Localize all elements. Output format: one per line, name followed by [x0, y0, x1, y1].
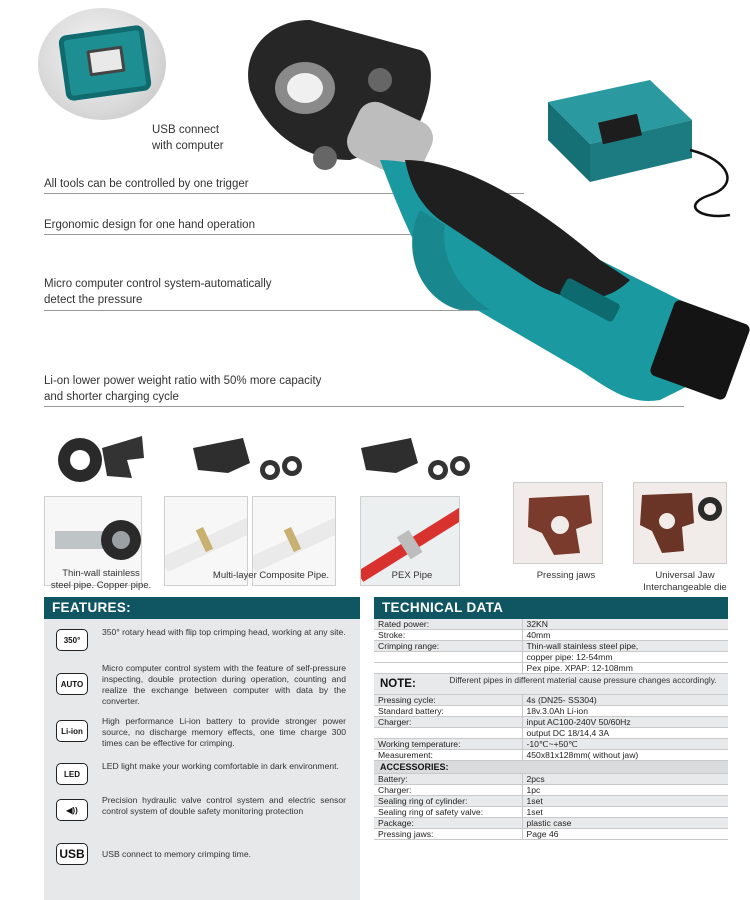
note-text: Different pipes in different material cause pressure changes accordingly.: [449, 675, 717, 686]
feature-text: 350° rotary head with flip top crimping head, working at any site.: [102, 627, 346, 637]
table-row: Crimping range: Thin-wall stainless steel pipe,: [374, 641, 728, 652]
universal-jaw-image: [633, 482, 727, 564]
usb-callout: USB connect with computer: [152, 124, 224, 152]
pressing-jaws-image: [513, 482, 603, 564]
table-row: Pressing cycle: 4s (DN25- SS304): [374, 695, 728, 706]
features-panel: [44, 597, 360, 900]
multilayer-caption: Multi-layer Composite Pipe.: [212, 570, 330, 581]
pipe-types-row: [0, 420, 750, 593]
auto-icon: AUTO: [56, 673, 88, 695]
table-row: Charger: input AC100-240V 50/60Hz: [374, 717, 728, 728]
features-title: FEATURES:: [44, 597, 360, 619]
crimping-tool-image: [230, 10, 750, 420]
accessories-title: ACCESSORIES:: [374, 761, 728, 774]
usb-icon: USB: [56, 843, 88, 865]
spec-table-accessories: [374, 774, 728, 840]
table-row: Pex pipe. XPAP: 12-108mm: [374, 663, 728, 674]
table-row: Rated power: 32KN: [374, 619, 728, 630]
pex-caption: PEX Pipe: [391, 570, 433, 581]
product-hero: [0, 0, 750, 420]
trigger-callout: All tools can be controlled by one trigger: [44, 178, 249, 190]
feature-text: Micro computer control system with the feature of self-pressure inspecting, double protection during operation, counting and realize the exchange between computer with data by the converter.: [102, 663, 346, 706]
table-row: Charger: 1pc: [374, 785, 728, 796]
jaw-image-3: [356, 428, 476, 488]
table-row: Sealing ring of cylinder: 1set: [374, 796, 728, 807]
liion-callout: Li-on lower power weight ratio with 50% more capacity and shorter charging cycle: [44, 375, 322, 403]
battery-icon: Li-ion: [56, 720, 88, 742]
universal-jaw-caption: Universal Jaw Interchangeable die: [643, 570, 727, 593]
table-row: output DC 18/14,4 3A: [374, 728, 728, 739]
spec-table-mid: [374, 695, 728, 761]
ergonomic-callout: Ergonomic design for one hand operation: [44, 219, 255, 231]
usb-port-closeup-image: [38, 8, 166, 120]
technical-data-panel: [374, 597, 728, 840]
table-row: Battery: 2pcs: [374, 774, 728, 785]
feature-text: LED light make your working comfortable in dark environment.: [102, 761, 339, 771]
thin-wall-caption: Thin-wall stainless steel pipe. Copper pipe.: [50, 568, 152, 591]
jaw-image-1: [52, 428, 152, 488]
table-row: Measurement: 450x81x128mm( without jaw): [374, 750, 728, 761]
table-row: Working temperature: -10℃~+50℃: [374, 739, 728, 750]
technical-data-title: TECHNICAL DATA: [374, 597, 728, 619]
led-icon: LED: [56, 763, 88, 785]
charger-image: [548, 80, 730, 216]
feature-text: USB connect to memory crimping time.: [102, 849, 252, 859]
table-row: Pressing jaws: Page 46: [374, 829, 728, 840]
feature-text: High performance Li-ion battery to provide stronger power source, no discharge memory effects, one time charge 300 times can be effective for crimping.: [102, 716, 346, 748]
note-row: [374, 674, 728, 695]
micro-callout: Micro computer control system-automatically detect the pressure: [44, 278, 272, 306]
table-row: copper pipe: 12-54mm: [374, 652, 728, 663]
tool-body-image: [380, 160, 750, 401]
table-row: Package: plastic case: [374, 818, 728, 829]
table-row: Stroke: 40mm: [374, 630, 728, 641]
spec-table-top: [374, 619, 728, 674]
pressing-jaws-caption: Pressing jaws: [536, 570, 596, 581]
speaker-icon: ◀)): [56, 799, 88, 821]
features-list: [44, 619, 360, 900]
jaw-image-2: [188, 428, 308, 488]
table-row: Sealing ring of safety valve: 1set: [374, 807, 728, 818]
technical-data-table: [374, 619, 728, 840]
note-label: NOTE:: [380, 678, 416, 691]
feature-text: Precision hydraulic valve control system and electric sensor control system of double safety monitoring protection: [102, 795, 346, 816]
table-row: Standard battery: 18v.3.0Ah Li-ion: [374, 706, 728, 717]
crimping-head-image: [248, 20, 439, 184]
rotary-head-icon: 350°: [56, 629, 88, 651]
